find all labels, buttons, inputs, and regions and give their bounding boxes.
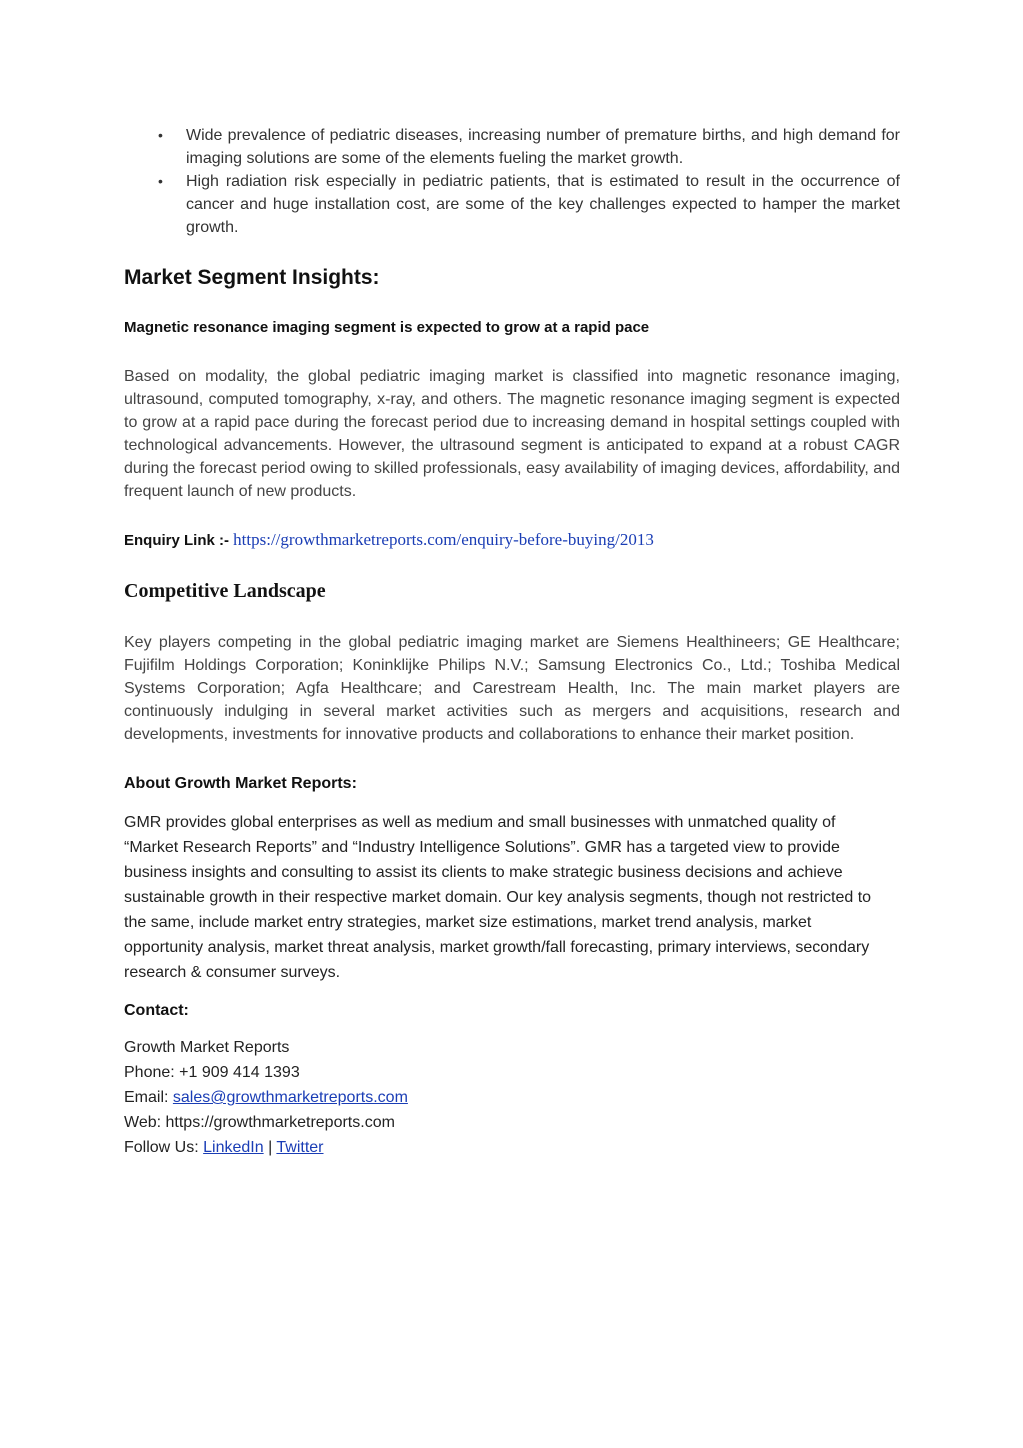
bullet-item — [124, 170, 900, 239]
contact-email-line — [124, 1085, 900, 1110]
bullet-list — [124, 124, 900, 239]
segment-subheading: Magnetic resonance imaging segment is expected to grow at a rapid pace — [124, 319, 650, 336]
bullet-text: Wide prevalence of pediatric diseases, increasing number of premature births, and high demand for imaging solutions are some of the elements fueling the market growth. — [186, 127, 900, 167]
contact-phone: Phone: +1 909 414 1393 — [124, 1064, 300, 1081]
bullet-icon: • — [158, 173, 163, 189]
twitter-link[interactable]: Twitter — [276, 1139, 324, 1156]
email-link[interactable]: sales@growthmarketreports.com — [172, 1089, 408, 1106]
segment-heading: Market Segment Insights: — [124, 266, 380, 289]
bullet-icon: • — [158, 127, 163, 143]
follow-label: Follow Us: — [124, 1139, 204, 1156]
bullet-text: High radiation risk especially in pediatric patients, that is estimated to result in the occurrence of cancer and huge installation cost, are some of the key challenges expected to hamper the market growth. — [186, 173, 900, 236]
competitive-heading: Competitive Landscape — [124, 580, 326, 602]
about-paragraph: GMR provides global enterprises as well as medium and small businesses with unmatched quality of “Market Research Reports” and “Industry Intelligence Solutions”. GMR has a targeted view to provide business insights and consulting to assist its clients to make strategic business decisions and achieve sustainable growth in their respective market domain. Our key analysis segments, though not restricted to the same, include market entry strategies, market size estimations, market trend analysis, market opportunity analysis, market threat analysis, market growth/fall forecasting, primary interviews, secondary research & consumer surveys. — [124, 814, 872, 981]
bullet-item — [124, 124, 900, 170]
contact-heading: Contact: — [124, 1002, 189, 1019]
contact-email-label: Email: — [124, 1089, 173, 1106]
link-separator: | — [263, 1139, 277, 1156]
linkedin-link[interactable]: LinkedIn — [203, 1139, 264, 1156]
enquiry-link[interactable]: https://growthmarketreports.com/enquiry-before-buying/2013 — [233, 530, 654, 549]
contact-follow-line — [124, 1135, 900, 1160]
segment-paragraph: Based on modality, the global pediatric imaging market is classified into magnetic resonance imaging, ultrasound, computed tomography, x-ray, and others. The magnetic resonance imaging segment is expected to grow at a rapid pace during the forecast period due to increasing demand in hospital settings coupled with technological advancements. However, the ultrasound segment is anticipated to expand at a robust CAGR during the forecast period owing to skilled professionals, easy availability of imaging devices, affordability, and frequent launch of new products. — [124, 368, 900, 500]
competitive-paragraph: Key players competing in the global pediatric imaging market are Siemens Healthineers; GE Healthcare; Fujifilm Holdings Corporation; Koninklijke Philips N.V.; Samsung Electronics Co., Ltd.; Toshiba Medical Systems Corporation; Agfa Healthcare; and Carestream Health, Inc. The main market players are continuously indulging in several market activities such as mergers and acquisitions, research and developments, investments for innovative products and collaborations to enhance their market position. — [124, 634, 900, 743]
contact-web: Web: https://growthmarketreports.com — [124, 1114, 395, 1131]
document-page — [124, 124, 900, 1160]
contact-company: Growth Market Reports — [124, 1039, 290, 1056]
enquiry-label: Enquiry Link :- — [124, 532, 229, 549]
about-heading: About Growth Market Reports: — [124, 775, 357, 792]
enquiry-line — [124, 528, 900, 553]
contact-block — [124, 1035, 900, 1160]
